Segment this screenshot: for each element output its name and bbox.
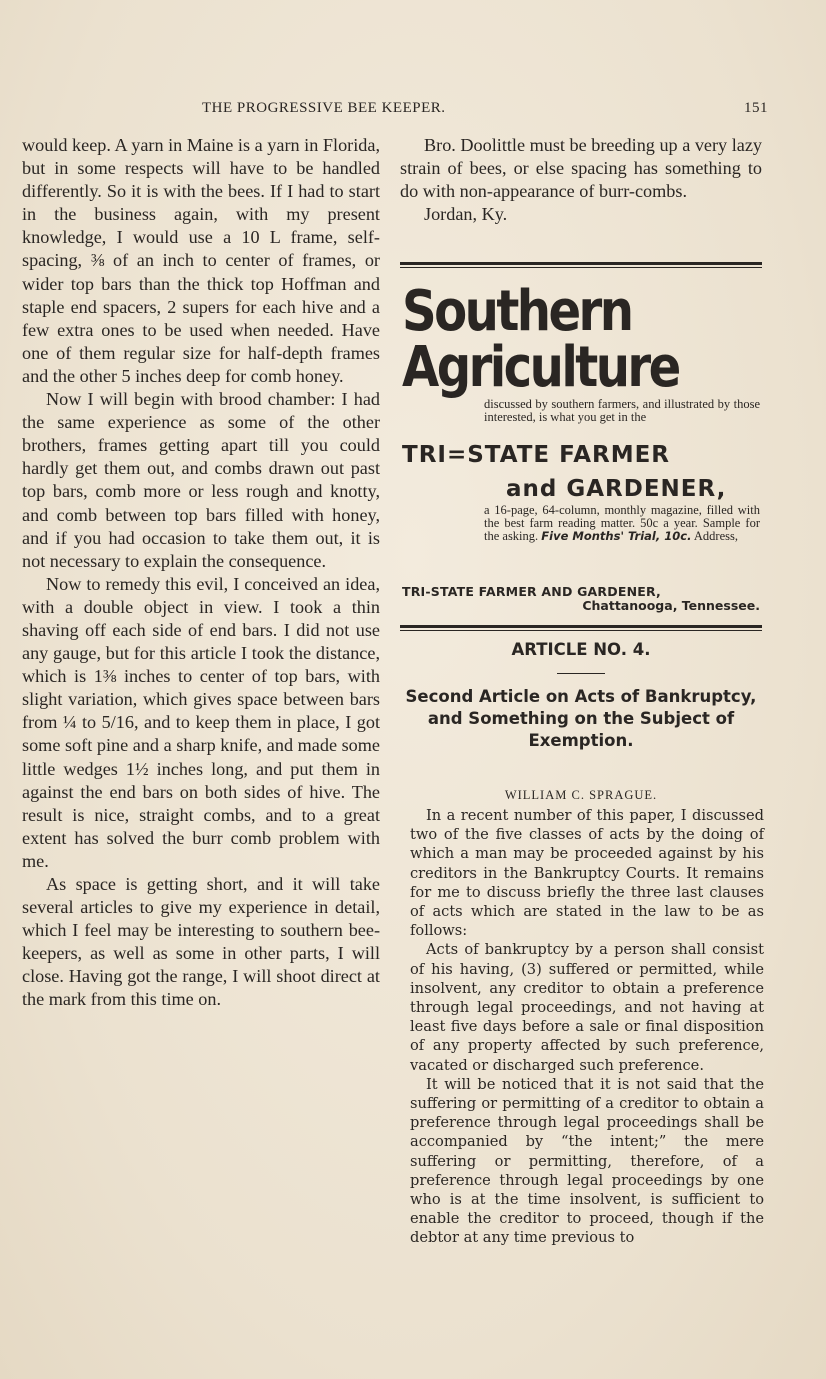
page-number: 151 (744, 100, 768, 116)
paragraph: would keep. A yarn in Maine is a yarn in Florida, but in some respects will have to be handled differently. So it is with the bees. If I had to start in the business again, with my present knowledge, I would use a 10 L frame, self-spacing, ⅜ of an inch to center of frames, or wider top bars than the thick top Hoffman and staple end spacers, 2 supers for each hive and a few extra ones to be used when needed. Have one of them regular size for half-depth frames and the other 5 inches deep for comb honey. (22, 135, 380, 386)
left-column (22, 134, 380, 1012)
paragraph: In a recent number of this paper, I discussed two of the five classes of acts by the doing of which a man may be proceeded against by his creditors in the Bankruptcy Courts. It remains for me to discuss briefly the three last clauses of acts which are stated in the law to be as follows: (410, 807, 764, 940)
ad-paper-name: and GARDENER, (506, 476, 727, 502)
paragraph: Acts of bankruptcy by a person shall consist of his having, (3) suffered or permitted, while insolvent, any creditor to obtain a preference through legal proceedings, and not having at least five days before a sale or final disposition of any property affected by such preference, vacated or discharged such preference. (410, 941, 764, 1074)
right-column-top (400, 134, 762, 226)
signoff: Jordan, Ky. (424, 204, 508, 225)
article-author: WILLIAM C. SPRAGUE. (504, 788, 658, 802)
ad-description-text: a 16-page, 64-column, monthly magazine, filled with the best farm reading matter. 50c a year. Sample for the asking. (484, 503, 760, 543)
article-title: Second Article on Acts of Bankruptcy, and Something on the Subject of Exemption. (405, 687, 757, 750)
ad-address-city: Chattanooga, Tennessee. (582, 598, 760, 613)
article-number: ARTICLE NO. 4. (511, 640, 651, 659)
paragraph: Now to remedy this evil, I conceived an idea, with a double object in view. I took a thin shaving off each side of end bars. I did not use any gauge, but for this article I took the distance, which is 1⅜ inches to center of top bars, with slight variation, which gives space between bars from ¼ to 5/16, and to keep them in place, I got some soft pine and a sharp knife, and made some little wedges 1½ inches long, and put them in against the end bars on both sides of hive. The result is nice, straight combs, and to a great extent has solved the burr comb problem with me. (22, 573, 380, 871)
advertisement (400, 262, 762, 630)
divider (400, 625, 762, 631)
running-header (202, 100, 768, 124)
ad-description (484, 504, 760, 543)
paragraph: As space is getting short, and it will take several articles to give my experience in detail, which I feel may be interesting to southern bee-keepers, as well as some in other parts, I will close. Having got the range, I will shoot direct at the mark from this time on. (22, 874, 380, 1010)
journal-title: THE PROGRESSIVE BEE KEEPER. (202, 100, 446, 116)
ad-address-name: TRI-STATE FARMER AND GARDENER, (402, 584, 661, 599)
ad-headline: Agriculture (402, 335, 679, 400)
divider (557, 673, 605, 674)
divider (400, 262, 762, 268)
ad-paper-name: TRI=STATE FARMER (402, 442, 671, 468)
ad-intro: discussed by southern farmers, and illustrated by those interested, is what you get in the (484, 397, 760, 424)
paragraph: Bro. Doolittle must be breeding up a very lazy strain of bees, or else spacing has something to do with non-appearance of burr-combs. (400, 135, 762, 202)
ad-address-label: Address, (693, 529, 738, 543)
article-body (410, 806, 764, 1248)
article-heading (400, 638, 762, 803)
paragraph: Now I will begin with brood chamber: I had the same experience as some of the other brothers, frames getting apart till you could hardly get them out, and combs drawn out past top bars, comb more or less rough and knotty, and comb between top bars filled with honey, and if you had occasion to take them out, it is not necessary to explain the consequence. (22, 389, 380, 571)
ad-trial-offer: Five Months' Trial, 10c. (541, 529, 692, 543)
paragraph: It will be noticed that it is not said that the suffering or permitting of a creditor to obtain a preference through legal proceedings shall be accompanied by “the intent;” the mere suffering or permitting, therefore, of a preference through legal proceedings by one who is at the time insolvent, is sufficient to enable the creditor to proceed, though if the debtor at any time previous to (410, 1075, 764, 1247)
ad-headline: Southern (402, 279, 632, 344)
